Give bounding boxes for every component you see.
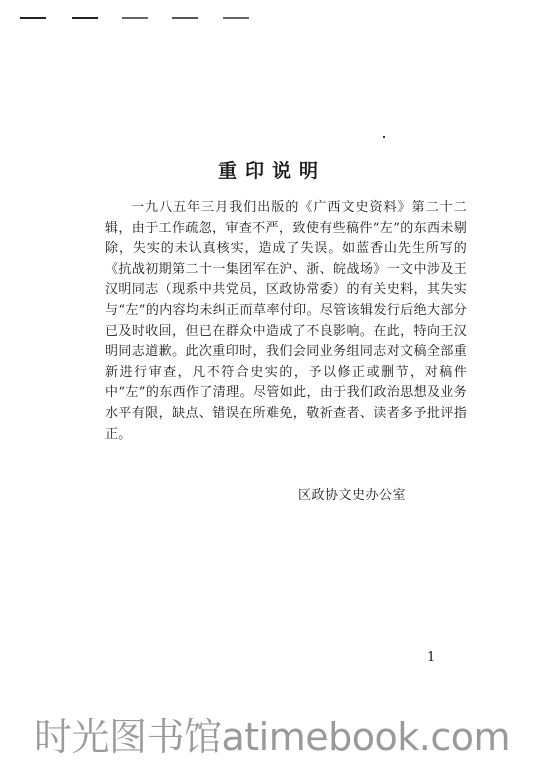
watermark: 时光图书馆atimebook.com (33, 715, 510, 759)
header-rule-5 (223, 17, 249, 19)
body-paragraph: 一九八五年三月我们出版的《广西文史资料》第二十二辑，由于工作疏忽，审查不严，致使有些稿件“左”的东西未剔除，失实的未认真核实，造成了失误。如蓝香山先生所写的《抗战初期第二十一集团军在沪、浙、皖战场》一文中涉及王汉明同志（现系中共党员，区政协常委）的有关史料，其失实与“左”的内容均未纠正而草率付印。尽管该辑发行后绝大部分已及时收回，但已在群众中造成了不良影响。在此，特向王汉明同志道歉。此次重印时，我们会同业务组同志对文稿全部重新进行审查，凡不符合史实的，予以修正或删节，对稿件中“左”的东西作了清理。尽管如此，由于我们政治思想及业务水平有限，缺点、错误在所难免，敬祈查者、读者多予批评指正。 (105, 200, 467, 442)
header-rule-2 (72, 17, 98, 19)
header-rule-3 (122, 17, 148, 19)
signature: 区政协文史办公室 (298, 488, 407, 503)
page-title: 重印说明 (217, 160, 326, 182)
print-speck (383, 136, 385, 138)
header-rule-1 (20, 17, 46, 19)
header-rule-4 (172, 17, 198, 19)
page-number: 1 (427, 650, 436, 665)
